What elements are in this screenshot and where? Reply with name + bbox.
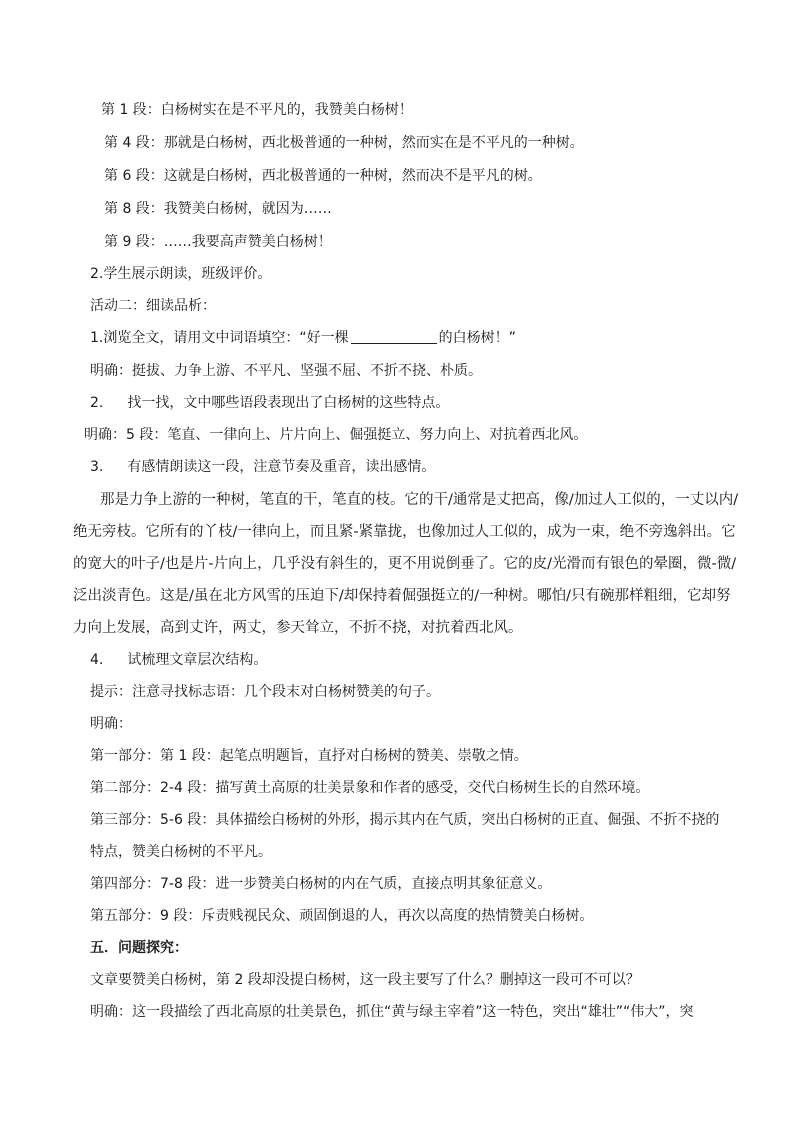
question-4-number: 4. bbox=[90, 652, 104, 668]
inquiry-answer: 明确：这一段描绘了西北高原的壮美景色，抓住“黄与绿主宰着”这一特色，突出“雄壮”“伟大”，突 bbox=[90, 1004, 694, 1020]
answer-2: 明确：5 段：笔直、一律向上、片片向上、倔强挺立、努力向上、对抗着西北风。 bbox=[84, 427, 588, 443]
question-3-text: 有感情朗读这一段，注意节奏及重音，读出感情。 bbox=[127, 459, 436, 475]
question-3 bbox=[90, 457, 435, 477]
question-4 bbox=[90, 650, 267, 670]
question-2-text: 找一找，文中哪些语段表现出了白杨树的这些特点。 bbox=[127, 395, 450, 411]
quote-para-9: 第 9 段：……我要高声赞美白杨树！ bbox=[104, 234, 332, 250]
structure-part-4: 第四部分：7-8 段：进一步赞美白杨树的内在气质，直接点明其象征意义。 bbox=[90, 876, 552, 892]
quote-para-4: 第 4 段：那就是白杨树，西北极普通的一种树，然而实在是不平凡的一种树。 bbox=[104, 135, 584, 151]
structure-part-1: 第一部分：第 1 段：起笔点明题旨，直抒对白杨树的赞美、崇敬之情。 bbox=[90, 748, 528, 764]
structure-part-3-cont: 特点，赞美白杨树的不平凡。 bbox=[90, 844, 272, 860]
question-3-number: 3. bbox=[90, 459, 104, 475]
clarify-label: 明确： bbox=[90, 716, 132, 732]
answer-1: 明确：挺拔、力争上游、不平凡、坚强不屈、不折不挠、朴质。 bbox=[90, 363, 482, 379]
question-4-text: 试梳理文章层次结构。 bbox=[127, 652, 268, 668]
question-2-number: 2. bbox=[90, 395, 104, 411]
passage-line-1: 那是力争上游的一种树，笔直的干，笔直的枝。它的干/通常是丈把高，像/加过人工似的，一丈以内/ bbox=[100, 492, 739, 508]
question-1-suffix: 的白杨树！” bbox=[438, 330, 516, 346]
quote-para-1: 第 1 段：白杨树实在是不平凡的，我赞美白杨树！ bbox=[101, 102, 413, 118]
inquiry-question: 文章要赞美白杨树，第 2 段却没提白杨树，这一段主要写了什么？删掉这一段可不可以？ bbox=[90, 972, 640, 988]
fill-in-blank bbox=[351, 329, 437, 344]
question-2 bbox=[90, 393, 449, 413]
passage-line-5: 力向上发展，高到丈许，两丈，参天耸立，不折不挠，对抗着西北风。 bbox=[73, 620, 523, 636]
quote-para-6: 第 6 段：这就是白杨树，西北极普通的一种树，然而决不是平凡的树。 bbox=[104, 168, 542, 184]
hint: 提示：注意寻找标志语：几个段末对白杨树赞美的句子。 bbox=[90, 684, 440, 700]
quote-para-8: 第 8 段：我赞美白杨树，就因为…… bbox=[104, 201, 332, 217]
question-1 bbox=[90, 328, 516, 348]
structure-part-2: 第二部分：2-4 段：描写黄土高原的壮美景象和作者的感受，交代白杨树生长的自然环境。 bbox=[90, 780, 650, 796]
structure-part-3: 第三部分：5-6 段：具体描绘白杨树的外形，揭示其内在气质，突出白杨树的正直、倔强、不折不挠的 bbox=[90, 812, 720, 828]
section-5-heading: 五．问题探究： bbox=[90, 940, 188, 956]
activity-2-heading: 活动二：细读品析： bbox=[90, 298, 216, 314]
passage-line-3: 的宽大的叶子/也是片-片向上，几乎没有斜生的，更不用说倒垂了。它的皮/光滑而有银色的晕圈，微-微/ bbox=[73, 556, 737, 572]
passage-line-2: 绝无旁枝。它所有的丫枝/一律向上，而且紧-紧靠拢，也像加过人工似的，成为一束，绝不旁逸斜出。它 bbox=[73, 524, 736, 540]
passage-line-4: 泛出淡青色。这是/虽在北方风雪的压迫下/却保持着倔强挺立的/一种树。哪怕/只有碗那样粗细，它却努 bbox=[73, 588, 731, 604]
question-1-prefix: 1.浏览全文，请用文中词语填空：“好一棵 bbox=[90, 330, 349, 346]
structure-part-5: 第五部分：9 段：斥责贱视民众、顽固倒退的人，再次以高度的热情赞美白杨树。 bbox=[90, 908, 594, 924]
step-2-read-aloud: 2.学生展示朗读，班级评价。 bbox=[90, 266, 272, 282]
